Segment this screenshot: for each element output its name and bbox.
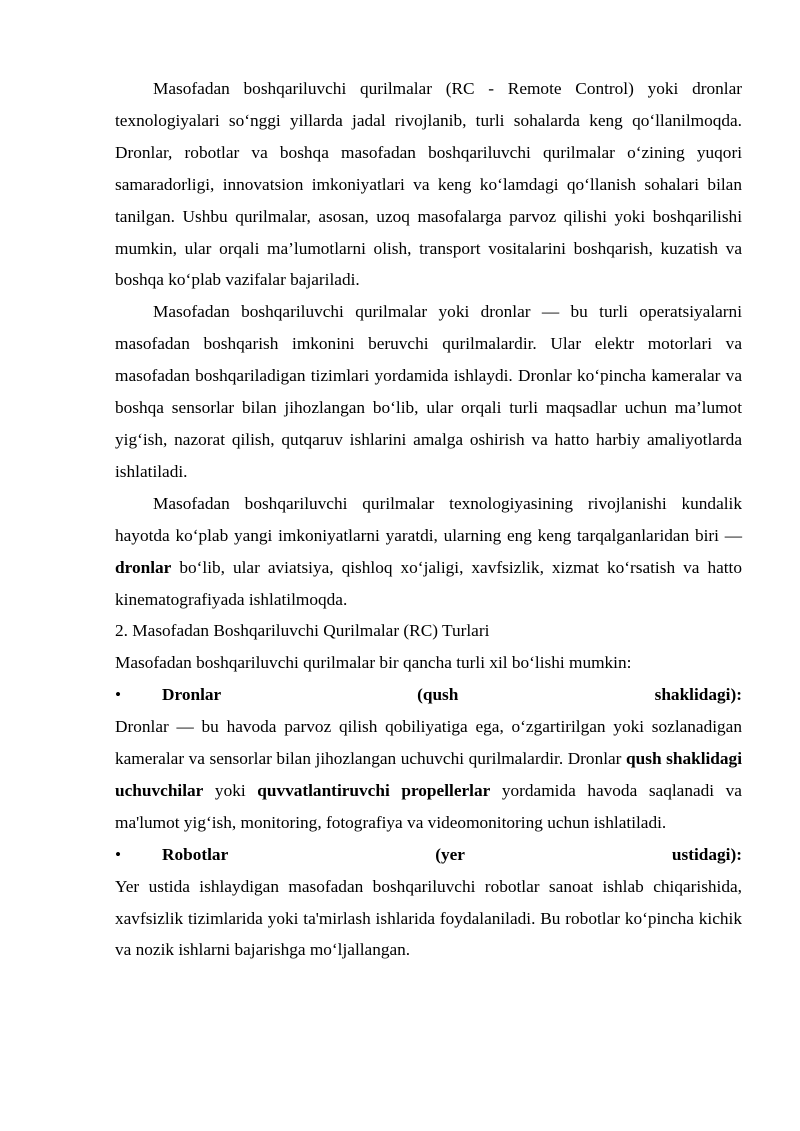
paragraph-text: yoki (203, 780, 258, 800)
list-item-robots-title (115, 839, 742, 871)
bold-term-dronlar: dronlar (115, 557, 172, 577)
bullet-icon: • (115, 844, 122, 864)
paragraph-text: Masofadan boshqariluvchi qurilmalar texnologiyasining rivojlanishi kundalik hayotda ko‘plab yangi imkoniyatlarni yaratdi, ularning eng keng tarqalganlaridan biri — (115, 493, 742, 545)
bullet-icon: • (115, 685, 122, 705)
paragraph-text: bo‘lib, ular aviatsiya, qishloq xo‘jaligi, xavfsizlik, xizmat ko‘rsatish va hatto kinematografiyada ishlatilmoqda. (115, 557, 742, 609)
paragraph-text: yordamida havoda saqlanadi va ma'lumot yig‘ish, monitoring, fotografiya va videomonitoring uchun ishlatiladi. (115, 780, 742, 832)
list-item-title: Robotlar (yer ustidagi): (162, 844, 742, 864)
bold-term: quvvatlantiruvchi propellerlar (257, 780, 491, 800)
paragraph-intro-rc: Masofadan boshqariluvchi qurilmalar (RC - Remote Control) yoki dronlar texnologiyalari so‘nggi yillarda jadal rivojlanib, turli sohalarda keng qo‘llanilmoqda. Dronlar, robotlar va boshqa masofadan boshqariluvchi qurilmalar o‘zining yuqori samaradorligi, innovatsion imkoniyatlari va keng ko‘lamdagi qo‘llanish sohalari bilan tanilgan. Ushbu qurilmalar, asosan, uzoq masofalarga parvoz qilishi yoki boshqarilishi mumkin, ular orqali ma’lumotlarni olish, transport vositalarini boshqarish, kuzatish va boshqa ko‘plab vazifalar bajariladi. (115, 79, 742, 290)
bold-term: qush shaklidagi uchuvchilar (115, 749, 742, 800)
list-item-title: Dronlar (qush shaklidagi): (162, 685, 742, 705)
list-item-drones-title (115, 679, 742, 711)
paragraph-drones-definition: Masofadan boshqariluvchi qurilmalar yoki dronlar — bu turli operatsiyalarni masofadan boshqarish imkonini beruvchi qurilmalardir. Ular elektr motorlari va masofadan boshqariladigan tizimlari yordamida ishlaydi. Dronlar ko‘pincha kameralar va boshqa sensorlar bilan jihozlangan bo‘lib, ular orqali turli maqsadlar uchun ma’lumot yig‘ish, nazorat qilish, qutqaruv ishlarini amalga oshirish va hatto harbiy amaliyotlarda ishlatiladi. (115, 302, 742, 481)
section-intro: Masofadan boshqariluvchi qurilmalar bir qancha turli xil bo‘lishi mumkin: (115, 653, 632, 673)
list-item-robots-description: Yer ustida ishlaydigan masofadan boshqariluvchi robotlar sanoat ishlab chiqarishida, xavfsizlik tizimlarida yoki ta'mirlash ishlarida foydalaniladi. Bu robotlar ko‘pincha kichik va nozik ishlarni bajarishga mo‘ljallangan. (115, 876, 742, 960)
section-heading: 2. Masofadan Boshqariluvchi Qurilmalar (RC) Turlari (115, 621, 490, 641)
document-page (115, 73, 742, 966)
paragraph-rc-development (115, 488, 742, 616)
list-item-drones-description (115, 711, 742, 839)
paragraph-text: Dronlar — bu havoda parvoz qilish qobiliyatiga ega, o‘zgartirilgan yoki sozlanadigan kameralar va sensorlar bilan jihozlangan uchuvchi qurilmalardir. Dronlar (115, 717, 742, 769)
